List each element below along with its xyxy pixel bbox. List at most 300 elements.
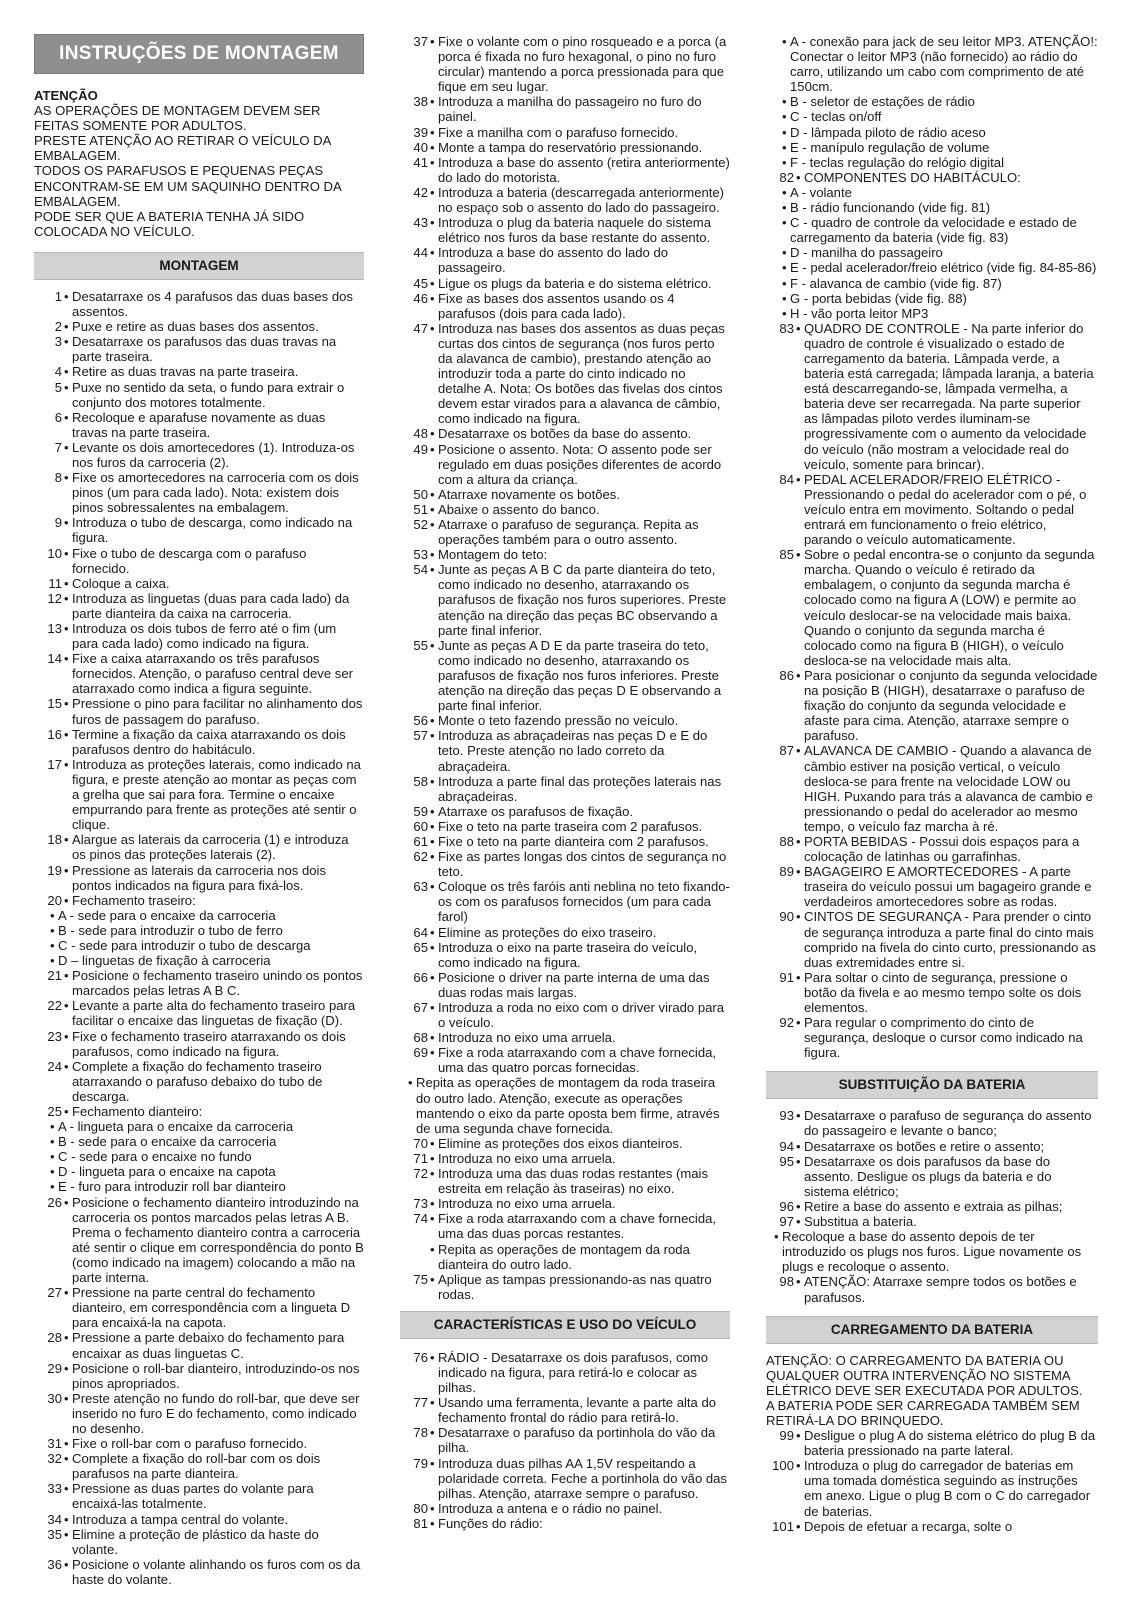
step-text: Monte a tampa do reservatório pressionando. bbox=[438, 139, 703, 155]
step-text: Para soltar o cinto de segurança, pressione o botão da fivela e ao mesmo tempo solte os dois elementos. bbox=[804, 969, 1082, 1015]
attention-line: PODE SER QUE A BATERIA TENHA JÁ SIDO COLOCADA NO VEÍCULO. bbox=[34, 208, 305, 239]
step-number: 58 bbox=[413, 773, 428, 789]
sub-item-text: B - rádio funcionando (vide fig. 81) bbox=[790, 200, 991, 216]
step-text: Pressione o pino para facilitar no alinhamento dos furos de passagem do parafuso. bbox=[72, 696, 363, 727]
bullet: • bbox=[64, 1058, 69, 1074]
section-header-montagem: MONTAGEM bbox=[34, 252, 364, 280]
attention-block bbox=[34, 88, 364, 239]
step-text: Introduza as abraçadeiras nas peças D e E do teto. Preste atenção no lado correto da abraçadeira. bbox=[438, 728, 708, 774]
step-item bbox=[400, 1136, 730, 1151]
step-item bbox=[34, 696, 364, 726]
step-number: 20 bbox=[47, 892, 62, 908]
step-number: 77 bbox=[413, 1395, 428, 1411]
step-text: Coloque a caixa. bbox=[72, 575, 170, 591]
sub-item bbox=[34, 923, 364, 938]
step-text: Fixe o roll-bar com o parafuso fornecido. bbox=[72, 1436, 308, 1452]
step-text: Retire as duas travas na parte traseira. bbox=[72, 364, 299, 380]
step-item bbox=[34, 470, 364, 515]
sub-item bbox=[34, 953, 364, 968]
step-number: 39 bbox=[413, 124, 428, 140]
step-number: 10 bbox=[47, 545, 62, 561]
sub-item bbox=[34, 938, 364, 953]
bullet: • bbox=[782, 260, 787, 276]
sub-item-text: D – linguetas de fixação à carroceria bbox=[58, 953, 271, 969]
bullet: • bbox=[796, 1153, 801, 1169]
step-item bbox=[400, 547, 730, 562]
step-number: 56 bbox=[413, 713, 428, 729]
step-number: 46 bbox=[413, 290, 428, 306]
step-text: Introduza no eixo uma arruela. bbox=[438, 1196, 616, 1212]
step-item bbox=[34, 591, 364, 621]
bullet: • bbox=[430, 713, 435, 729]
step-text: Pressione as laterais da carroceria nos dois pontos indicados na figura para fixá-los. bbox=[72, 862, 326, 893]
bullet: • bbox=[64, 1028, 69, 1044]
step-number: 42 bbox=[413, 184, 428, 200]
sub-item bbox=[766, 200, 1098, 215]
step-text: Preste atenção no fundo do roll-bar, que deve ser inserido no furo E do fechamento, como indicado no desenho. bbox=[72, 1390, 360, 1436]
bullet: • bbox=[64, 1436, 69, 1452]
step-text: Desatarraxe o parafuso de segurança do assento do passageiro e levante o banco; bbox=[804, 1108, 1092, 1139]
step-number: 50 bbox=[413, 486, 428, 502]
step-number: 93 bbox=[779, 1108, 794, 1124]
step-number: 47 bbox=[413, 320, 428, 336]
step-text: Fixe o volante com o pino rosqueado e a porca (a porca é fixada no furo hexagonal, o pino no furo circular) mantendo a porca pressionada para que fique em seu lugar. bbox=[438, 34, 727, 95]
step-number: 87 bbox=[779, 743, 794, 759]
step-item bbox=[766, 321, 1098, 472]
step-item bbox=[34, 1361, 364, 1391]
step-number: 36 bbox=[47, 1556, 62, 1572]
step-item bbox=[34, 1436, 364, 1451]
step-number: 73 bbox=[413, 1196, 428, 1212]
sub-item-text: F - teclas regulação do relógio digital bbox=[790, 154, 1004, 170]
step-item bbox=[400, 849, 730, 879]
step-number: 91 bbox=[779, 969, 794, 985]
sub-item-text: E - pedal acelerador/freio elétrico (vide fig. 84-85-86) bbox=[790, 260, 1097, 276]
bullet: • bbox=[796, 833, 801, 849]
step-text: Posicione o assento. Nota: O assento pode ser regulado em duas posições diferentes de acordo com a altura da criança. bbox=[438, 441, 722, 487]
step-number: 76 bbox=[413, 1349, 428, 1365]
step-number: 57 bbox=[413, 728, 428, 744]
step-number: 33 bbox=[47, 1481, 62, 1497]
step-text: Pressione as duas partes do volante para encaixá-las totalmente. bbox=[72, 1481, 314, 1512]
step-item bbox=[400, 94, 730, 124]
bullet: • bbox=[430, 1196, 435, 1212]
step-item bbox=[34, 1527, 364, 1557]
bullet: • bbox=[430, 124, 435, 140]
bullet: • bbox=[796, 1015, 801, 1031]
charging-warning-line: A BATERIA PODE SER CARREGADA TAMBÉM SEM RETIRÁ-LA DO BRINQUEDO. bbox=[766, 1397, 1080, 1428]
sub-item bbox=[766, 291, 1098, 306]
step-number: 82 bbox=[779, 169, 794, 185]
step-text: Fechamento traseiro: bbox=[72, 892, 196, 908]
sub-item-text: F - alavanca de cambio (vide fig. 87) bbox=[790, 275, 1002, 291]
step-text: Desatarraxe os botões e retire o assento; bbox=[804, 1138, 1045, 1154]
bullet: • bbox=[64, 1511, 69, 1527]
step-number: 27 bbox=[47, 1285, 62, 1301]
bullet: • bbox=[430, 34, 435, 49]
bullet: • bbox=[782, 245, 787, 261]
step-text: Levante os dois amortecedores (1). Introduza-os nos furos da carroceria (2). bbox=[72, 439, 355, 470]
sub-item bbox=[34, 1164, 364, 1179]
bullet: • bbox=[64, 545, 69, 561]
bullet: • bbox=[50, 1179, 55, 1195]
step-number: 11 bbox=[48, 575, 62, 591]
step-number: 83 bbox=[779, 320, 794, 336]
bullet: • bbox=[796, 743, 801, 759]
step-number: 68 bbox=[413, 1030, 428, 1046]
step-number: 2 bbox=[54, 319, 62, 335]
bullet: • bbox=[50, 937, 55, 953]
sub-item-text: C - teclas on/off bbox=[790, 109, 882, 125]
step-item bbox=[766, 1458, 1098, 1518]
bullet: • bbox=[430, 1030, 435, 1046]
sub-item-text: C - sede para introduzir o tubo de descarga bbox=[58, 937, 311, 953]
step-number: 17 bbox=[47, 756, 62, 772]
bullet: • bbox=[430, 215, 435, 231]
step-text: CINTOS DE SEGURANÇA - Para prender o cinto de segurança introduza a parte final do cinto mais comprido na fivela do cinto curto, pressionando as duas extremidades entre si. bbox=[804, 909, 1096, 970]
bullet: • bbox=[430, 517, 435, 532]
bullet: • bbox=[430, 879, 435, 895]
step-text: BAGAGEIRO E AMORTECEDORES - A parte traseira do veículo possui um bagageiro grande e verdadeiros amortecedores sobre as rodas. bbox=[804, 864, 1092, 910]
sub-item-text: G - porta bebidas (vide fig. 88) bbox=[790, 290, 967, 306]
step-text: Para posicionar o conjunto da segunda velocidade na posição B (HIGH), desatarraxe o parafuso de fixação do conjunto da segunda velocidade e afaste para cima. Atenção, atarraxe sempre o parafuso. bbox=[804, 667, 1098, 744]
step-text: Introduza o plug da bateria naquele do sistema elétrico nos furos da base restante do assento. bbox=[438, 215, 711, 246]
bullet: • bbox=[796, 320, 801, 336]
step-text: PORTA BEBIDAS - Possui dois espaços para a colocação de latinhas ou garrafinhas. bbox=[804, 833, 1080, 865]
step-number: 53 bbox=[413, 547, 428, 563]
step-text: Junte as peças A D E da parte traseira do teto, como indicado no desenho, atarraxando os parafusos de fixação nos furos inferiores. Preste atenção na direção das peças D E observando a parte final inferior. bbox=[438, 637, 722, 714]
bullet: • bbox=[430, 245, 435, 261]
step-text: Coloque os três faróis anti neblina no teto fixando-os com os parafusos fornecidos (um para cada farol) bbox=[438, 879, 730, 925]
sub-item-text: B - sede para introduzir o tubo de ferro bbox=[58, 922, 283, 938]
step-item bbox=[400, 1395, 730, 1425]
step-text: Atarraxe novamente os botões. bbox=[438, 486, 620, 502]
step-item bbox=[766, 472, 1098, 547]
step-text: Fixe a roda atarraxando com a chave fornecida, uma das quatro porcas fornecidas. bbox=[438, 1045, 717, 1076]
bullet: • bbox=[782, 184, 787, 200]
step-text: Monte o teto fazendo pressão no veículo. bbox=[438, 713, 679, 729]
step-item bbox=[400, 638, 730, 713]
step-number: 55 bbox=[413, 637, 428, 653]
step-item bbox=[34, 410, 364, 440]
sub-item-text: D - lingueta para o encaixe na capota bbox=[58, 1164, 276, 1180]
step-item bbox=[400, 970, 730, 1000]
step-text: Elimine as proteções do eixo traseiro. bbox=[438, 924, 657, 940]
step-text: Junte as peças A B C da parte dianteira do teto, como indicado no desenho, atarraxando os parafusos de fixação nos furos superiores. Preste atenção na direção das peças BC observando a parte final inferior. bbox=[438, 562, 727, 638]
bullet: • bbox=[64, 575, 69, 591]
step-text: Usando uma ferramenta, levante a parte alta do fechamento frontal do rádio para retirá-lo. bbox=[438, 1395, 717, 1426]
step-number bbox=[400, 1242, 430, 1272]
bullet: • bbox=[430, 969, 435, 985]
step-text: Desatarraxe o parafuso da portinhola do vão da pilha. bbox=[438, 1425, 716, 1456]
step-item bbox=[34, 651, 364, 696]
step-item bbox=[34, 863, 364, 893]
step-text: Fixe o teto na parte traseira com 2 parafusos. bbox=[438, 818, 703, 834]
step-number: 67 bbox=[413, 1000, 428, 1015]
step-text: Complete a fixação do fechamento traseiro atarraxando o parafuso debaixo do tubo de descarga. bbox=[72, 1058, 323, 1104]
step-item bbox=[400, 1045, 730, 1075]
sub-item bbox=[766, 185, 1098, 200]
step-number: 97 bbox=[779, 1214, 794, 1230]
step-number: 24 bbox=[47, 1058, 62, 1074]
step-number: 75 bbox=[413, 1271, 428, 1287]
bullet: • bbox=[64, 1526, 69, 1542]
step-item bbox=[766, 1199, 1098, 1214]
sub-item-text: A - lingueta para o encaixe da carroceria bbox=[58, 1119, 294, 1135]
step-text: Desatarraxe os parafusos das duas travas na parte traseira. bbox=[72, 334, 337, 365]
step-item bbox=[34, 576, 364, 591]
step-item bbox=[400, 517, 730, 547]
step-item bbox=[34, 893, 364, 908]
step-number: 34 bbox=[47, 1511, 62, 1527]
step-text: Introduza duas pilhas AA 1,5V respeitando a polaridade correta. Feche a portinhola do vão das pilhas. Atenção, atarraxe sempre o parafuso. bbox=[438, 1455, 727, 1501]
step-item bbox=[34, 364, 364, 379]
step-text: Introduza nas bases dos assentos as duas peças curtas dos cintos de segurança (nos furos perto da alavanca de cambio), prestando atenção ao introduzir toda a parte do cinto indicado no detalhe A. Nota: Os botões das fivelas dos cintos devem estar virados para a alavanca de câmbio, como indicado na figura. bbox=[438, 320, 725, 427]
bullet: • bbox=[430, 275, 435, 291]
step-number: 21 bbox=[47, 968, 62, 984]
step-number: 7 bbox=[54, 439, 62, 455]
step-item bbox=[400, 155, 730, 185]
step-item bbox=[34, 334, 364, 364]
step-number: 16 bbox=[47, 726, 62, 742]
column-right bbox=[766, 34, 1098, 1534]
step-text: ATENÇÃO: Atarraxe sempre todos os botões e parafusos. bbox=[804, 1274, 1077, 1305]
step-item bbox=[766, 909, 1098, 969]
step-text: Atarraxe o parafuso de segurança. Repita as operações também para o outro assento. bbox=[438, 517, 699, 548]
step-item bbox=[34, 1195, 364, 1286]
step-text: COMPONENTES DO HABITÁCULO: bbox=[804, 169, 1021, 185]
bullet: • bbox=[782, 154, 787, 170]
step-text: Recoloque e aparafuse novamente as duas travas na parte traseira. bbox=[72, 409, 326, 440]
step-number: 62 bbox=[413, 849, 428, 865]
bullet: • bbox=[430, 562, 435, 578]
step-item bbox=[400, 245, 730, 275]
bullet: • bbox=[796, 909, 801, 925]
bullet: • bbox=[430, 547, 435, 563]
step-number: 60 bbox=[413, 818, 428, 834]
step-number: 45 bbox=[413, 275, 428, 291]
step-number: 84 bbox=[779, 471, 794, 487]
step-item bbox=[766, 547, 1098, 668]
step-number: 38 bbox=[413, 94, 428, 110]
step-text: Pressione na parte central do fechamento dianteiro, em correspondência com a lingueta D para encaixá-la na capota. bbox=[72, 1285, 351, 1331]
bullet: • bbox=[430, 1349, 435, 1365]
bullet: • bbox=[50, 907, 55, 923]
step-number: 81 bbox=[413, 1515, 428, 1531]
step-text: Elimine a proteção de plástico da haste do volante. bbox=[72, 1526, 319, 1557]
step-item bbox=[400, 1425, 730, 1455]
step-item bbox=[400, 1501, 730, 1516]
sub-item bbox=[766, 125, 1098, 140]
bullet: • bbox=[64, 696, 69, 712]
instruction-list bbox=[34, 289, 364, 1587]
step-item bbox=[400, 125, 730, 140]
step-text: Funções do rádio: bbox=[438, 1515, 543, 1531]
step-text: Desatarraxe os 4 parafusos das duas bases dos assentos. bbox=[72, 288, 353, 320]
bullet: • bbox=[430, 1045, 435, 1061]
bullet: • bbox=[796, 1518, 801, 1534]
step-text: Puxe e retire as duas bases dos assentos. bbox=[72, 319, 319, 335]
bullet: • bbox=[796, 1198, 801, 1214]
bullet: • bbox=[796, 1138, 801, 1154]
bullet: • bbox=[64, 726, 69, 742]
step-number: 80 bbox=[413, 1500, 428, 1516]
step-number: 43 bbox=[413, 215, 428, 231]
step-number: 12 bbox=[47, 590, 62, 606]
bullet: • bbox=[430, 1395, 435, 1411]
bullet: • bbox=[64, 892, 69, 908]
sub-item-text: A - volante bbox=[790, 184, 852, 200]
bullet: • bbox=[430, 1211, 435, 1227]
bullet: • bbox=[796, 169, 801, 185]
step-item bbox=[400, 940, 730, 970]
sub-item-text: B - sede para o encaixe da carroceria bbox=[58, 1134, 277, 1150]
step-number: 30 bbox=[47, 1390, 62, 1406]
step-number: 59 bbox=[413, 803, 428, 819]
step-item bbox=[400, 1030, 730, 1045]
sub-item bbox=[766, 94, 1098, 109]
step-number: 98 bbox=[779, 1274, 794, 1290]
sub-item bbox=[34, 1149, 364, 1164]
bullet: • bbox=[408, 1075, 413, 1091]
bullet: • bbox=[796, 864, 801, 880]
step-item bbox=[400, 1350, 730, 1395]
bullet: • bbox=[430, 818, 435, 834]
step-text: Introduza o tubo de descarga, como indicado na figura. bbox=[72, 515, 353, 546]
bullet: • bbox=[796, 1108, 801, 1124]
step-text: Desligue o plug A do sistema elétrico do plug B da bateria pressionado na parte lateral. bbox=[804, 1428, 1096, 1459]
section-header-caracteristicas: CARACTERÍSTICAS E USO DO VEÍCULO bbox=[400, 1311, 730, 1339]
step-item bbox=[766, 970, 1098, 1015]
step-item bbox=[400, 502, 730, 517]
step-item bbox=[34, 1451, 364, 1481]
bullet: • bbox=[430, 486, 435, 502]
bullet: • bbox=[64, 515, 69, 531]
step-item bbox=[766, 1108, 1098, 1138]
step-number: 64 bbox=[413, 924, 428, 940]
step-text: Fixe os amortecedores na carroceria com os dois pinos (um para cada lado). Nota: existem dois pinos sobressalentes na embalagem. bbox=[72, 470, 359, 516]
bullet: • bbox=[430, 1455, 435, 1471]
sub-item-text: C - quadro de controle da velocidade e estado de carregamento da bateria (vide fig. 83) bbox=[790, 215, 1077, 246]
bullet: • bbox=[430, 1135, 435, 1151]
step-item bbox=[34, 1059, 364, 1104]
bullet: • bbox=[64, 1481, 69, 1497]
bullet: • bbox=[430, 728, 435, 744]
bullet: • bbox=[64, 439, 69, 455]
step-item bbox=[400, 728, 730, 773]
bullet: • bbox=[430, 290, 435, 306]
bullet: • bbox=[430, 501, 435, 517]
bullet: • bbox=[796, 1214, 801, 1230]
step-text: ALAVANCA DE CAMBIO - Quando a alavanca de câmbio estiver na posição vertical, o veículo desloca-se para frente na velocidade LOW ou HIGH. Puxando para trás a alavanca de cambio e pressionando o pedal do acelerador ao mesmo tempo, o veículo faz marcha à ré. bbox=[804, 743, 1093, 834]
instruction-list bbox=[766, 34, 1098, 1060]
step-number: 35 bbox=[47, 1526, 62, 1542]
step-number: 63 bbox=[413, 879, 428, 895]
step-item bbox=[400, 1196, 730, 1211]
step-item bbox=[34, 1512, 364, 1527]
step-number: 25 bbox=[47, 1104, 62, 1119]
step-number: 28 bbox=[47, 1330, 62, 1346]
step-number: 74 bbox=[413, 1211, 428, 1227]
step-number: 69 bbox=[413, 1045, 428, 1061]
step-item bbox=[400, 1242, 730, 1272]
step-number: 52 bbox=[413, 517, 428, 532]
bullet: • bbox=[430, 637, 435, 653]
step-text: Introduza no eixo uma arruela. bbox=[438, 1030, 616, 1046]
bullet: • bbox=[64, 1390, 69, 1406]
column-middle bbox=[400, 34, 730, 1531]
step-number: 100 bbox=[772, 1458, 794, 1474]
step-text: Termine a fixação da caixa atarraxando os dois parafusos dentro do habitáculo. bbox=[72, 726, 346, 757]
step-text: PEDAL ACELERADOR/FREIO ELÉTRICO - Pressionando o pedal do acelerador com o pé, o veículo entra em movimento. Soltando o pedal entrará em funcionamento o freio elétrico, parando o veículo automaticamente. bbox=[804, 471, 1087, 548]
instruction-list bbox=[400, 34, 730, 1302]
step-item bbox=[34, 319, 364, 334]
step-text: Desatarraxe os dois parafusos da base do assento. Desligue os plugs da bateria e do sistema elétrico; bbox=[804, 1153, 1052, 1199]
step-item bbox=[400, 925, 730, 940]
bullet: • bbox=[64, 334, 69, 350]
step-item bbox=[400, 185, 730, 215]
step-item bbox=[766, 1214, 1098, 1229]
bullet: • bbox=[430, 1000, 435, 1015]
step-text: Introduza a roda no eixo com o driver virado para o veículo. bbox=[438, 1000, 725, 1031]
step-number: 26 bbox=[47, 1194, 62, 1210]
bullet: • bbox=[430, 426, 435, 442]
bullet: • bbox=[50, 1119, 55, 1135]
step-text: Para regular o comprimento do cinto de segurança, desloque o cursor como indicado na figura. bbox=[804, 1015, 1083, 1061]
step-text: RÁDIO - Desatarraxe os dois parafusos, como indicado na figura, para retirá-lo e colocar as pilhas. bbox=[438, 1349, 708, 1396]
sub-item-text: E - furo para introduzir roll bar dianteiro bbox=[58, 1179, 286, 1195]
step-number: 6 bbox=[54, 409, 62, 425]
sub-item bbox=[766, 34, 1098, 94]
bullet: • bbox=[64, 364, 69, 380]
bullet: • bbox=[782, 200, 787, 216]
bullet: • bbox=[430, 320, 435, 336]
bullet: • bbox=[430, 1425, 435, 1441]
bullet: • bbox=[64, 1104, 69, 1119]
bullet: • bbox=[64, 621, 69, 636]
step-number: 95 bbox=[779, 1153, 794, 1169]
step-number: 86 bbox=[779, 667, 794, 683]
step-item bbox=[34, 546, 364, 576]
step-item bbox=[34, 1391, 364, 1436]
step-item bbox=[400, 321, 730, 427]
bullet: • bbox=[430, 1150, 435, 1166]
step-number: 99 bbox=[779, 1428, 794, 1444]
bullet: • bbox=[64, 1451, 69, 1467]
step-item bbox=[766, 1428, 1098, 1458]
bullet: • bbox=[782, 139, 787, 155]
step-text: Introduza a bateria (descarregada anteriormente) no espaço sob o assento do lado do passageiro. bbox=[438, 184, 725, 216]
step-text: Repita as operações de montagem da roda dianteira do outro lado. bbox=[438, 1241, 690, 1272]
step-number: 48 bbox=[413, 426, 428, 442]
sub-item bbox=[34, 1119, 364, 1134]
step-item bbox=[34, 289, 364, 319]
step-number: 31 bbox=[47, 1436, 62, 1452]
step-text: Introduza o eixo na parte traseira do veículo, como indicado na figura. bbox=[438, 939, 698, 970]
bullet: • bbox=[64, 1194, 69, 1210]
step-text: Atarraxe os parafusos de fixação. bbox=[438, 803, 634, 819]
step-text: Fixe o teto na parte dianteira com 2 parafusos. bbox=[438, 833, 709, 849]
step-item bbox=[34, 968, 364, 998]
step-text: Posicione o driver na parte interna de uma das duas rodas mais largas. bbox=[438, 969, 710, 1000]
step-number: 101 bbox=[772, 1518, 794, 1534]
step-item bbox=[400, 1000, 730, 1030]
bullet: • bbox=[64, 1330, 69, 1346]
step-text: Complete a fixação do roll-bar com os dois parafusos na parte dianteira. bbox=[72, 1451, 321, 1482]
step-item bbox=[34, 1104, 364, 1119]
instruction-list bbox=[400, 1350, 730, 1531]
sub-item bbox=[766, 215, 1098, 245]
